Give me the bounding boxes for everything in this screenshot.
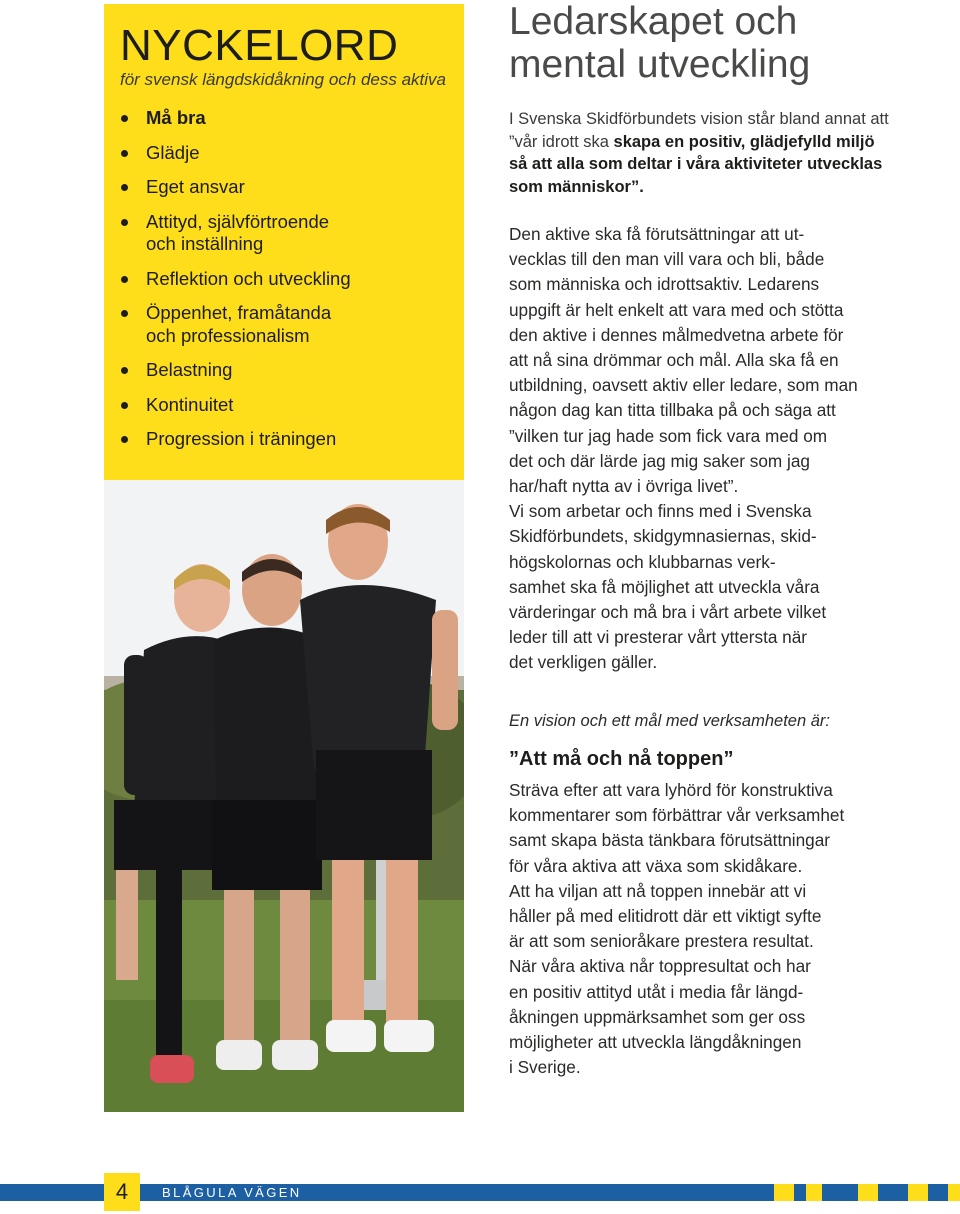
keyword-box-title: NYCKELORD	[120, 21, 399, 70]
keyword-box-subtitle: för svensk längdskidåkning och dess aktiva	[120, 70, 447, 89]
article-title	[509, 0, 889, 86]
athletes-photo	[104, 480, 464, 1112]
vision-heading: ”Att må och nå toppen”	[509, 748, 734, 770]
intro-bold-text: skapa en positiv, glädjefylld miljö så att alla som deltar i våra aktiviteter utvecklas som människor”.	[509, 132, 883, 196]
keyword-item: Glädje	[120, 142, 450, 165]
article-title-line2: mental utveckling	[509, 43, 811, 86]
keyword-item: Öppenhet, framåtanda och professionalism	[120, 302, 450, 347]
article-body: Den aktive ska få förutsättningar att ut- vecklas till den man vill vara och bli, både som människa och idrottsaktiv. Ledarens uppgift är helt enkelt att vara med och stötta den aktive i dennes målmedvetna arbete för att nå sina drömmar och mål. Alla ska få en utbildning, oavsett aktiv eller ledare, som man någon dag kan titta tillbaka på och säga att ”vilken tur jag hade som fick vara med om det och där lärde jag mig saker som jag har/haft nytta av i övriga livet”. Vi som arbetar och finns med i Svenska Skidförbundets, skidgymnasiernas, skid- högskolornas och klubbarnas verk- samhet ska få möjlighet att utveckla våra värderingar och må bra i vårt arbete vilket leder till att vi presterar vårt yttersta när det verkligen gäller.	[509, 224, 858, 673]
keyword-item: Kontinuitet	[120, 394, 450, 417]
footer-square	[858, 1184, 878, 1201]
keyword-item: Eget ansvar	[120, 176, 450, 199]
footer-square	[774, 1184, 794, 1201]
vision-body: Sträva efter att vara lyhörd för konstruktiva kommentarer som förbättrar vår verksamhet samt skapa bästa tänkbara förutsättningar för våra aktiva att växa som skidåkare. Att ha viljan att nå toppen innebär att vi håller på med elitidrott där ett viktigt syfte är att som senioråkare prestera resultat. När våra aktiva når toppresultat och har en positiv attityd utåt i media får längd- åkningen uppmärksamhet som ger oss möjligheter att utveckla längdåkningen i Sverige.	[509, 780, 845, 1078]
intro-text: I Svenska Skidförbundets vision står bland annat att ”vår idrott ska	[509, 110, 889, 151]
keyword-item: Må bra	[120, 107, 450, 130]
article-intro	[509, 108, 889, 198]
article-title-line1: Ledarskapet och	[509, 0, 798, 43]
vision-lead: En vision och ett mål med verksamheten är:	[509, 712, 830, 730]
footer-label: BLÅGULA VÄGEN	[162, 1185, 302, 1200]
keyword-item: Reflektion och utveckling	[120, 268, 450, 291]
keyword-item: Progression i träningen	[120, 428, 450, 451]
footer-square	[948, 1184, 960, 1201]
keyword-item: Belastning	[120, 359, 450, 382]
keyword-list	[120, 107, 450, 463]
footer-square	[908, 1184, 928, 1201]
keyword-item: Attityd, självförtroende och inställning	[120, 211, 450, 256]
footer-square	[806, 1184, 822, 1201]
page-number: 4	[104, 1173, 140, 1211]
